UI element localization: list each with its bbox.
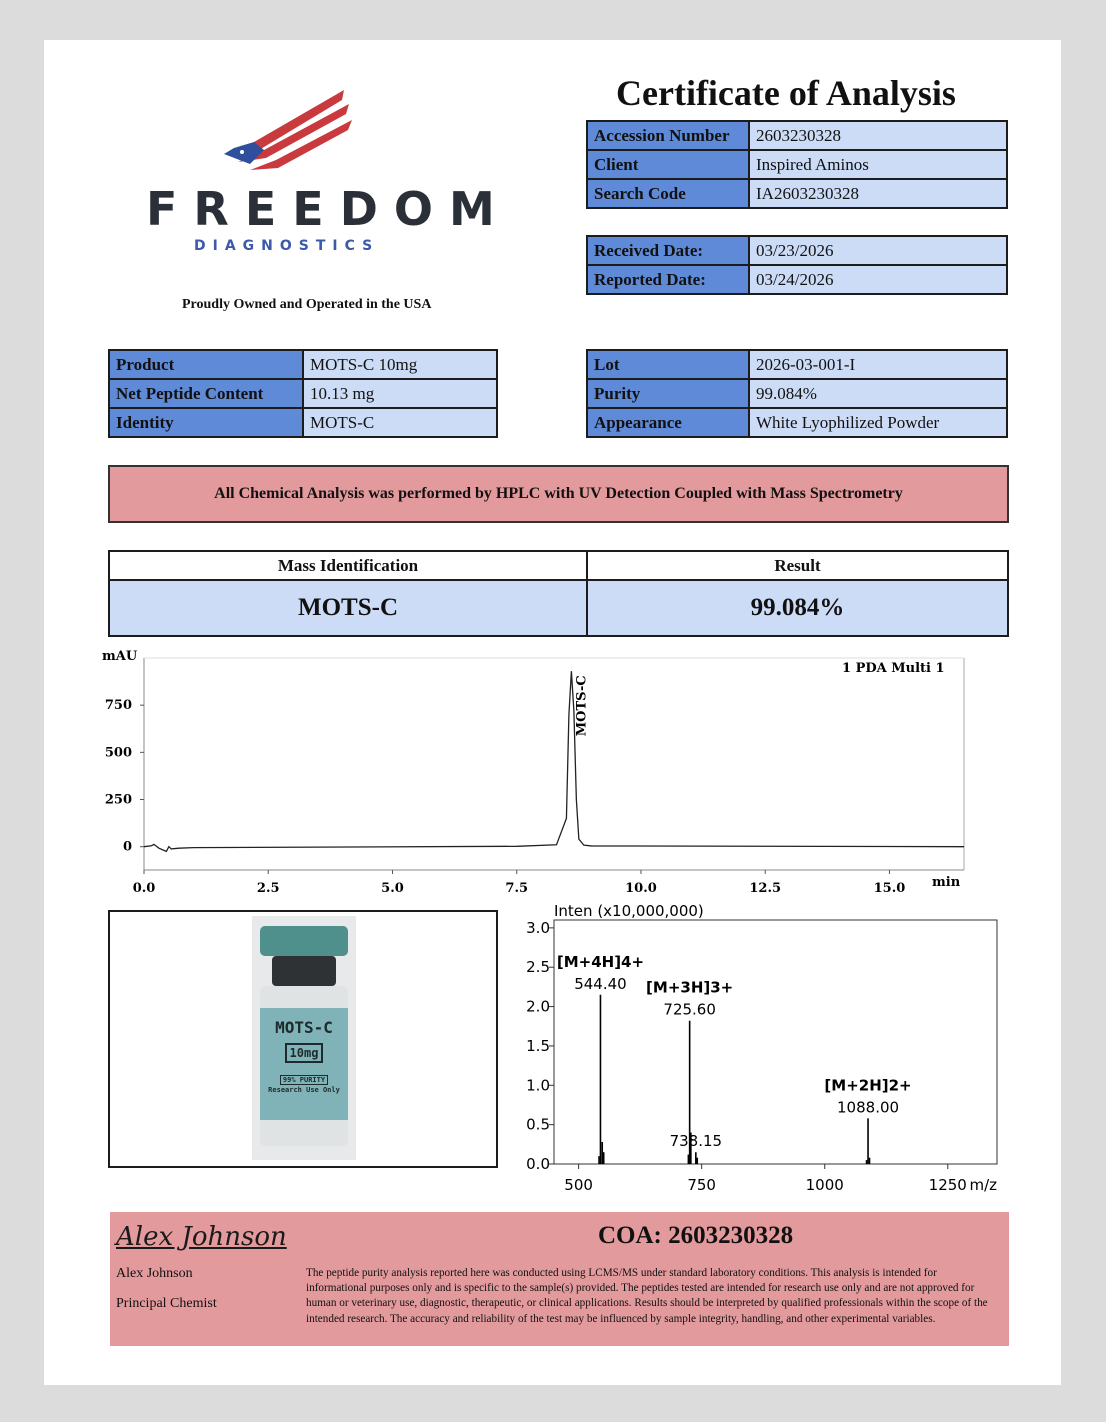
search-code-value: IA2603230328	[749, 179, 1007, 208]
result-header: Result	[588, 552, 1007, 581]
coa-number: COA: 2603230328	[598, 1222, 794, 1249]
vial-cap	[260, 926, 348, 956]
accession-label: Accession Number	[587, 121, 749, 150]
identity-label: Identity	[109, 408, 303, 437]
peak-ion-label-3: [M+2H]2+	[824, 1076, 912, 1095]
chart-title: 1 PDA Multi 1	[842, 661, 945, 676]
footer-panel	[110, 1212, 1009, 1346]
appearance-value: White Lyophilized Powder	[749, 408, 1007, 437]
reported-date-label: Reported Date:	[587, 265, 749, 294]
net-peptide-value: 10.13 mg	[303, 379, 497, 408]
peak-label: MOTS-C	[574, 675, 590, 737]
x-tick-label-5: 12.5	[749, 881, 782, 896]
mass-identification-table	[108, 550, 1009, 637]
chemist-name: Alex Johnson	[116, 1266, 193, 1281]
product-table	[108, 349, 498, 438]
vial-crimp	[272, 956, 336, 986]
lot-table	[586, 349, 1008, 438]
received-date-label: Received Date:	[587, 236, 749, 265]
hplc-chromatogram	[102, 644, 1024, 896]
client-label: Client	[587, 150, 749, 179]
disclaimer: The peptide purity analysis reported here was conducted using LCMS/MS under standard laboratory conditions. This analysis is intended for informational purposes only and is specific to the sample(s) provided. The peptides tested are intended for research use only and are not approved for human or veterinary use, diagnostic, therapeutic, or clinical applications. Results should be interpreted by qualified professionals within the scope of the intended research. The accuracy and reliability of the test may be influenced by sample integrity, handling, and other experimental variables.	[306, 1267, 988, 1325]
y-tick-label-0: 0.0	[526, 1155, 550, 1173]
peak-value-2: 738.15	[669, 1132, 723, 1151]
y-axis-label: mAU	[102, 649, 138, 664]
x-tick-label-6: 15.0	[873, 881, 906, 896]
y-tick-label-0: 0	[122, 839, 132, 855]
x-tick-label-1: 750	[687, 1176, 716, 1194]
eagle-flag-icon	[224, 82, 354, 174]
mass-id-header: Mass Identification	[110, 552, 588, 581]
chart-title: Inten (x10,000,000)	[554, 902, 704, 920]
accession-table	[586, 120, 1008, 209]
mass-id-value: MOTS-C	[110, 581, 588, 635]
y-tick-label-3: 750	[104, 698, 132, 714]
purity-label: Purity	[587, 379, 749, 408]
vial-photo-frame	[108, 910, 498, 1168]
vial-photo	[252, 916, 356, 1160]
y-tick-label-3: 1.5	[526, 1036, 550, 1055]
y-tick-label-2: 500	[104, 745, 132, 761]
received-date-value: 03/23/2026	[749, 236, 1007, 265]
x-tick-label-4: 10.0	[625, 881, 657, 896]
x-axis-label: min	[932, 875, 961, 890]
x-tick-label-1: 2.5	[256, 881, 280, 896]
x-tick-label-2: 1000	[805, 1176, 844, 1194]
dates-table	[586, 235, 1008, 295]
x-axis-label: m/z	[969, 1176, 997, 1194]
identity-value: MOTS-C	[303, 408, 497, 437]
logo-wordmark: FREEDOM	[146, 182, 511, 236]
search-code-label: Search Code	[587, 179, 749, 208]
vial-use: Research Use Only	[268, 1086, 340, 1094]
page-title: Certificate of Analysis	[616, 73, 956, 113]
vial-label	[260, 1008, 348, 1120]
x-tick-label-3: 7.5	[505, 881, 529, 896]
certificate-page	[44, 40, 1061, 1385]
signature: Alex Johnson	[116, 1222, 287, 1252]
x-tick-label-3: 1250	[928, 1176, 967, 1194]
net-peptide-label: Net Peptide Content	[109, 379, 303, 408]
x-tick-label-0: 500	[564, 1176, 593, 1194]
lot-label: Lot	[587, 350, 749, 379]
tagline: Proudly Owned and Operated in the USA	[182, 297, 432, 312]
x-tick-label-0: 0.0	[132, 881, 156, 896]
mass-spectrum	[512, 902, 1012, 1198]
method-banner: All Chemical Analysis was performed by HPLC with UV Detection Coupled with Mass Spectrometry	[108, 465, 1009, 523]
reported-date-value: 03/24/2026	[749, 265, 1007, 294]
y-tick-label-1: 0.5	[526, 1115, 550, 1134]
product-value: MOTS-C 10mg	[303, 350, 497, 379]
chromatogram-trace	[144, 671, 964, 851]
client-value: Inspired Aminos	[749, 150, 1007, 179]
y-tick-label-5: 2.5	[526, 958, 550, 977]
logo-subtitle: DIAGNOSTICS	[194, 238, 380, 254]
peak-ion-label-0: [M+4H]4+	[556, 952, 645, 971]
product-label: Product	[109, 350, 303, 379]
y-tick-label-6: 3.0	[526, 918, 550, 937]
vial-purity: 99% PURITY	[280, 1075, 328, 1085]
x-tick-label-2: 5.0	[381, 881, 404, 896]
vial-dose: 10mg	[285, 1043, 324, 1063]
chemist-role: Principal Chemist	[116, 1296, 217, 1311]
accession-value: 2603230328	[749, 121, 1007, 150]
result-value: 99.084%	[588, 581, 1007, 635]
vial-product-name: MOTS-C	[275, 1018, 333, 1037]
peak-ion-label-1: [M+3H]3+	[646, 978, 734, 997]
purity-value: 99.084%	[749, 379, 1007, 408]
peak-value-3: 1088.00	[837, 1098, 900, 1117]
appearance-label: Appearance	[587, 408, 749, 437]
y-tick-label-4: 2.0	[526, 997, 550, 1016]
lot-value: 2026-03-001-I	[749, 350, 1007, 379]
y-tick-label-1: 250	[104, 792, 132, 808]
y-tick-label-2: 1.0	[526, 1076, 550, 1095]
peak-value-1: 725.60	[663, 1000, 716, 1019]
peak-value-0: 544.40	[574, 974, 627, 993]
